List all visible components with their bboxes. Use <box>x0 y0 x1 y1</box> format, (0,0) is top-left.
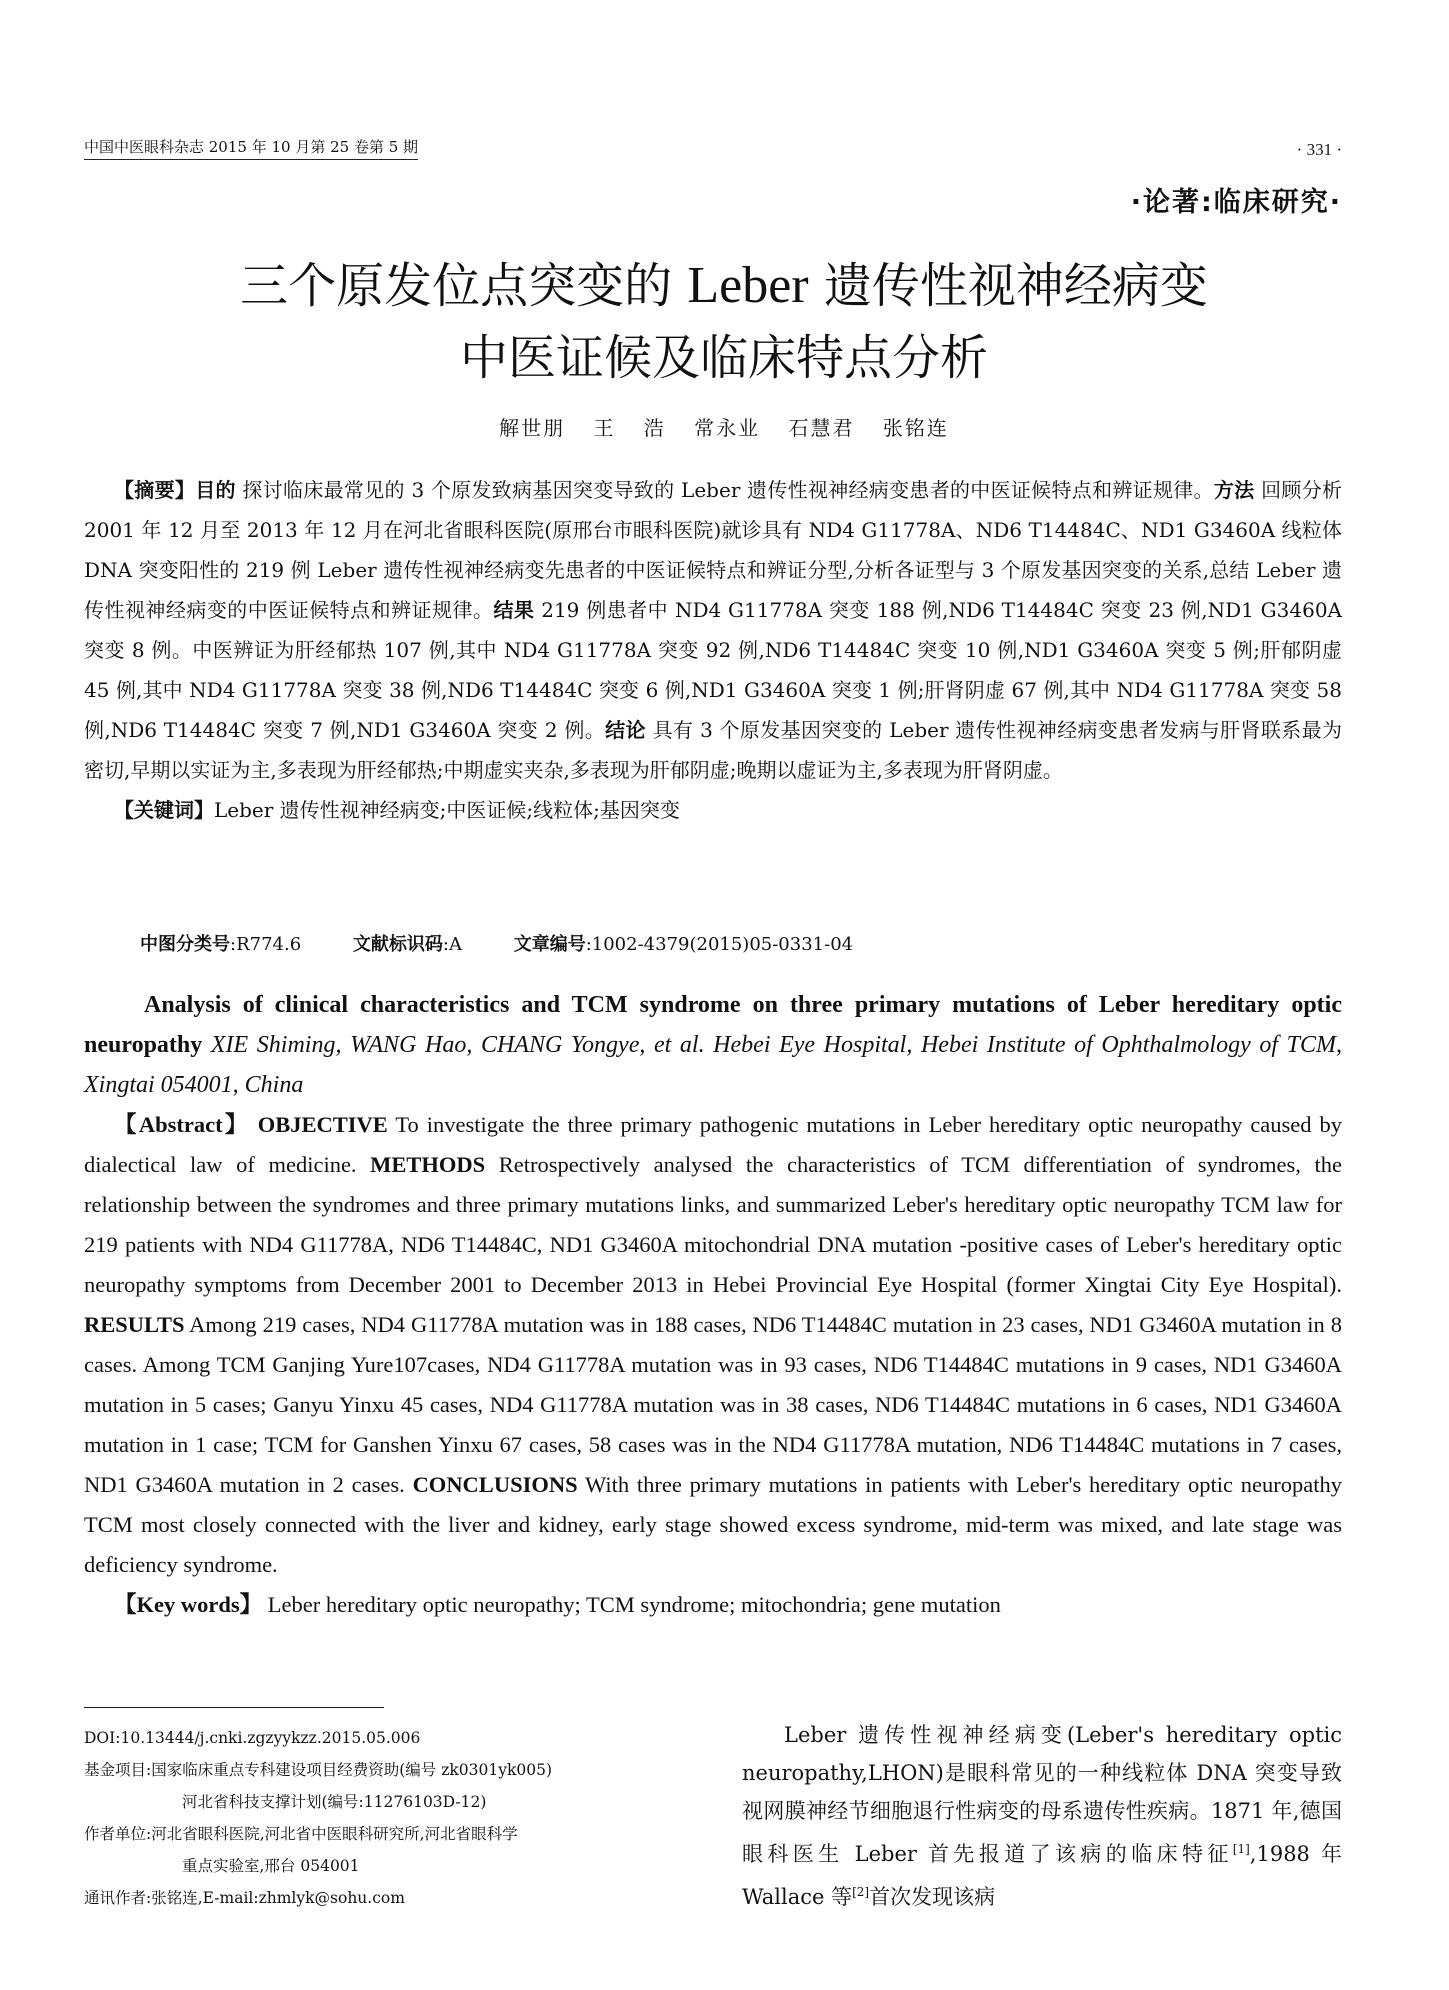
citation: [2] <box>852 1885 870 1899</box>
article-title-en: Analysis of clinical characteristics and TCM syndrome on three primary mutations of Leber hereditary optic neuropathy XIE Shiming, WANG Hao, CHANG Yongye, et al. Hebei Eye Hospital, Hebei Institute of Ophthalmology of TCM, Xingtai 054001, China <box>84 992 1342 1098</box>
objective-label: 目的 <box>195 478 236 502</box>
title-part: 三个原发位点突变的 <box>240 258 688 314</box>
title-line-2: 中医证候及临床特点分析 <box>459 330 988 386</box>
corresponding-author: 通讯作者:张铭连,E-mail:zhmlyk@sohu.com <box>84 1889 405 1907</box>
body-paragraph: Leber 遗传性视神经病变(Leber's hereditary optic neuropathy,LHON)是眼科常见的一种线粒体 DNA 突变导致视网膜神经节细胞退行性病变的母系遗传性疾病。1871 年,德国眼科医生 Leber 首先报道了该病的临床特征[1],1988 年 Wallace 等[2]首次发现该病 <box>742 1723 1342 1909</box>
results-text: 219 例患者中 ND4 G11778A 突变 188 例,ND6 T14484C 突变 23 例,ND1 G3460A 突变 8 例。中医辨证为肝经郁热 107 例,其中 ND4 G11778A 突变 92 例,ND6 T14484C 突变 10 例,ND1 G3460A 突变 5 例;肝郁阴虚 45 例,其中 ND4 G11778A 突变 38 例,ND6 T14484C 突变 6 例,ND1 G3460A 突变 1 例;肝肾阴虚 67 例,其中 ND4 G11778A 突变 58 例,ND6 T14484C 突变 7 例,ND1 G3460A 突变 2 例。 <box>84 598 1343 742</box>
abstract-en-body: 【Abstract】 OBJECTIVE To investigate the three primary pathogenic mutations in Leber hereditary optic neuropathy caused by dialectical law of medicine. METHODS Retrospectively analysed the characteristics of TCM differentiation of syndromes, the relationship between the syndromes and three primary mutations links, and summarized Leber's hereditary optic neuropathy TCM law for 219 patients with ND4 G11778A, ND6 T14484C, ND1 G3460A mitochondrial DNA mutation -positive cases of Leber's hereditary optic neuropathy symptoms from December 2001 to December 2013 in Hebei Provincial Eye Hospital (former Xingtai City Eye Hospital). RESULTS Among 219 cases, ND4 G11778A mutation was in 188 cases, ND6 T14484C mutation in 23 cases, ND1 G3460A mutation in 8 cases. Among TCM Ganjing Yure107cases, ND4 G11778A mutation was in 93 cases, ND6 T14484C mutations in 9 cases, ND1 G3460A mutation in 5 cases; Ganyu Yinxu 45 cases, ND4 G11778A mutation was in 38 cases, ND6 T14484C mutations in 6 cases, ND1 G3460A mutation in 1 case; TCM for Ganshen Yinxu 67 cases, 58 cases was in the ND4 G11778A mutation, ND6 T14484C mutations in 7 cases, ND1 G3460A mutation in 2 cases. CONCLUSIONS With three primary mutations in patients with Leber's hereditary optic neuropathy TCM most closely connected with the liver and kidney, early stage showed excess syndrome, mid-term was mixed, and late stage was deficiency syndrome. <box>84 1112 1343 1577</box>
body-text <box>742 1716 1342 1916</box>
title-latin: Leber <box>687 257 809 314</box>
clc-number: 中图分类号:R774.6 <box>140 934 302 955</box>
conclusion-label: 结论 <box>605 718 646 742</box>
page-number: · 331 · <box>1296 140 1342 159</box>
classification-line <box>140 930 1340 956</box>
methods-label: 方法 <box>1213 478 1255 502</box>
doi: DOI:10.13444/j.cnki.zgzyykzz.2015.05.006 <box>84 1729 421 1747</box>
conclusion-text: 具有 3 个原发基因突变的 Leber 遗传性视神经病变患者发病与肝肾联系最为密切,早期以实证为主,多表现为肝经郁热;中期虚实夹杂,多表现为肝郁阴虚;晚期以虚证为主,多表现为肝肾阴虚。 <box>84 718 1343 782</box>
abstract-cn-body <box>84 470 1342 790</box>
methods-text: 回顾分析 2001 年 12 月至 2013 年 12 月在河北省眼科医院(原邢台市眼科医院)就诊具有 ND4 G11778A、ND6 T14484C、ND1 G3460A 线粒体 DNA 突变阳性的 219 例 Leber 遗传性视神经病变先患者的中医证候特点和辨证分型,分析各证型与 3 个原发基因突变的关系,总结 Leber 遗传性视神经病变的中医证候特点和辨证规律。 <box>84 478 1342 622</box>
affiliation-2: 重点实验室,邢台 054001 <box>182 1857 360 1875</box>
keywords-label: 【关键词】 <box>114 798 214 822</box>
running-head <box>84 136 1342 160</box>
results-label: 结果 <box>493 598 535 622</box>
footnote-rule <box>84 1707 384 1708</box>
fund-1: 基金项目:国家临床重点专科建设项目经费资助(编号 zk0301yk005) <box>84 1761 552 1779</box>
title-part: 遗传性视神经病变 <box>808 258 1208 314</box>
title-line-1 <box>84 250 1364 322</box>
document-code: 文献标识码:A <box>352 934 462 955</box>
affiliation-1: 作者单位:河北省眼科医院,河北省中医眼科研究所,河北省眼科学 <box>84 1825 518 1843</box>
citation: [1] <box>1232 1842 1250 1856</box>
objective-text: 探讨临床最常见的 3 个原发致病基因突变导致的 Leber 遗传性视神经病变患者的中医证候特点和辨证规律。 <box>235 478 1214 502</box>
fund-2: 河北省科技支撑计划(编号:11276103D-12) <box>182 1793 487 1811</box>
abstract-en <box>84 985 1342 1625</box>
abstract-label: 【摘要】 <box>114 478 196 502</box>
column-tag: ·论著:临床研究· <box>1130 187 1342 218</box>
article-title-cn <box>84 250 1364 394</box>
abstract-cn <box>84 470 1342 830</box>
article-number: 文章编号:1002-4379(2015)05-0331-04 <box>513 934 854 955</box>
authors-cn: 解世朋 王 浩 常永业 石慧君 张铭连 <box>499 416 949 440</box>
keywords-text: Leber 遗传性视神经病变;中医证候;线粒体;基因突变 <box>214 798 680 822</box>
journal-issue: 中国中医眼科杂志 2015 年 10 月第 25 卷第 5 期 <box>84 136 418 160</box>
keywords-cn <box>84 790 1342 830</box>
footnotes <box>84 1722 684 1914</box>
keywords-en: 【Key words】 Leber hereditary optic neuropathy; TCM syndrome; mitochondria; gene mutation <box>114 1592 1001 1617</box>
authors-en: XIE Shiming, WANG Hao, CHANG Yongye, et al. Hebei Eye Hospital, Hebei Institute of Ophthalmology of TCM, Xingtai 054001, China <box>84 1032 1342 1098</box>
